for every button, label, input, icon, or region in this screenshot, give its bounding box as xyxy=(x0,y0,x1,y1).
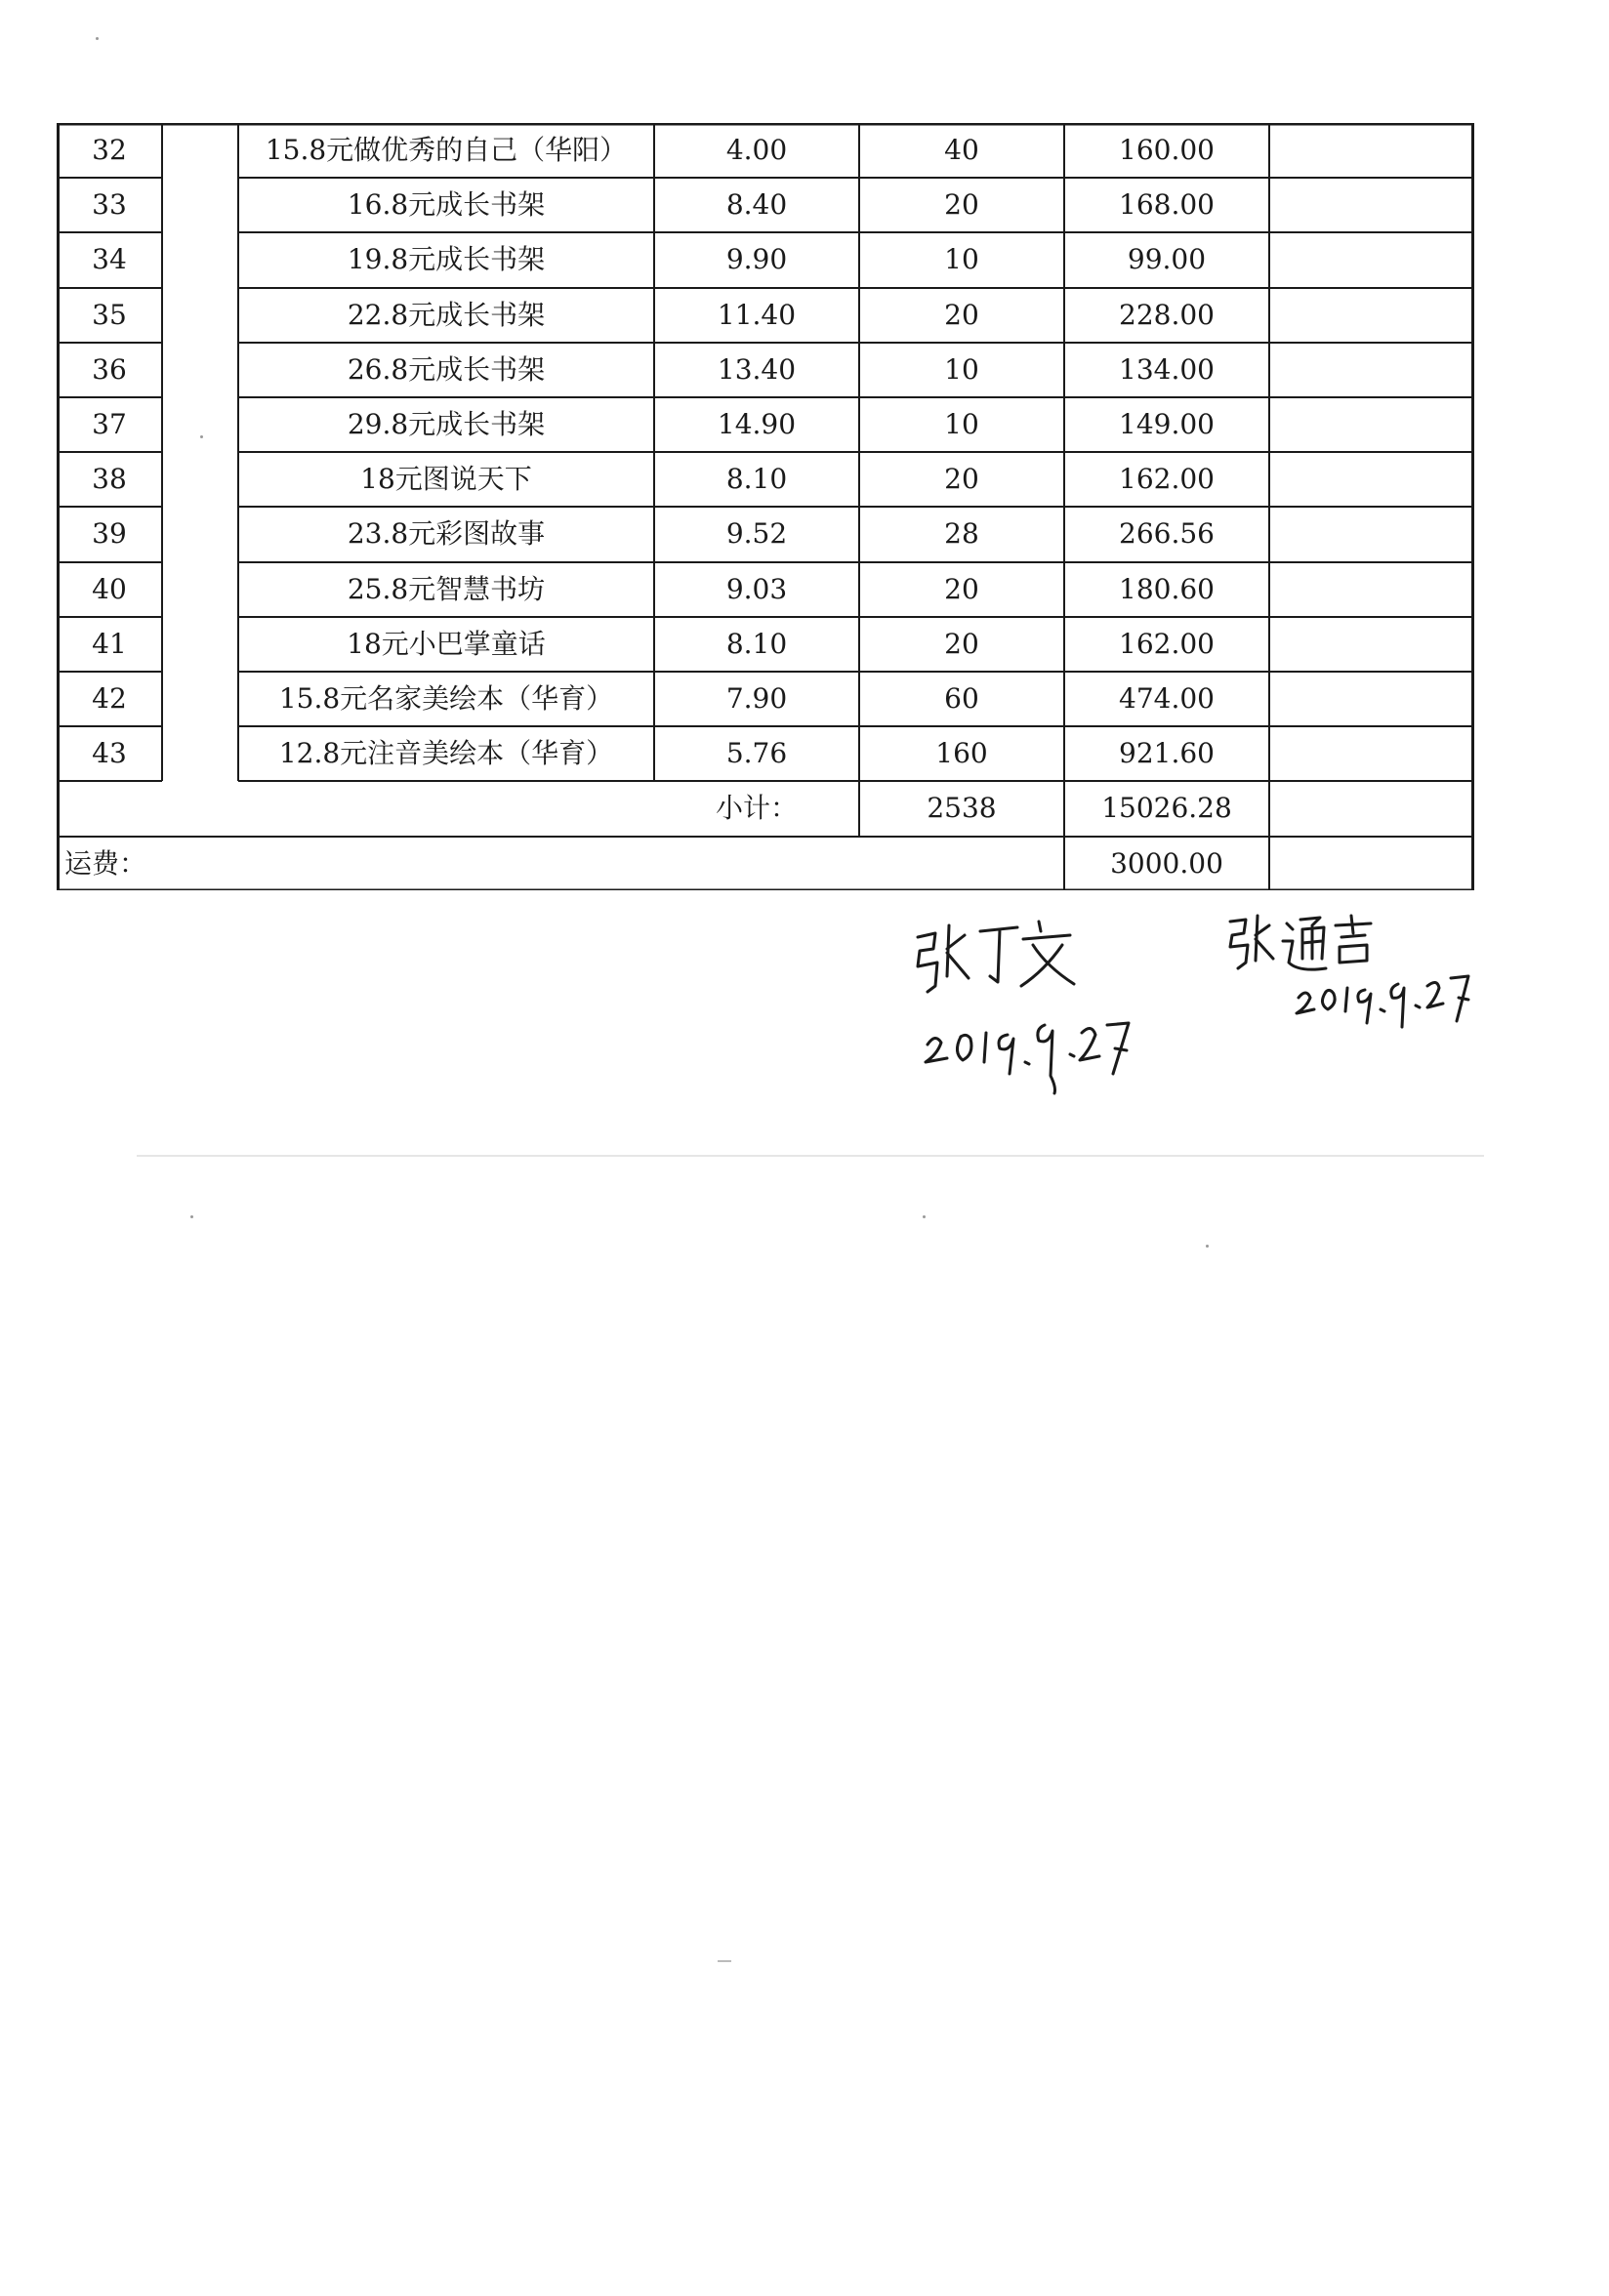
row-number: 36 xyxy=(92,353,127,386)
quantity: 160 xyxy=(935,737,988,769)
amount: 134.00 xyxy=(1119,353,1215,386)
unit-price: 5.76 xyxy=(725,737,788,769)
amount: 160.00 xyxy=(1119,134,1215,166)
scan-mark xyxy=(718,1960,731,1962)
quantity: 60 xyxy=(944,682,979,715)
book-title: 18元小巴掌童话 xyxy=(347,628,546,660)
scan-speck xyxy=(190,1215,193,1218)
book-title: 26.8元成长书架 xyxy=(347,353,546,386)
signature-zhang-dingwen xyxy=(918,922,1129,1093)
unit-price: 8.10 xyxy=(725,463,788,495)
amount: 180.60 xyxy=(1119,573,1215,605)
unit-price: 9.52 xyxy=(725,517,788,550)
scan-fold-line xyxy=(137,1155,1484,1157)
subtotal-label: 小计： xyxy=(715,792,798,824)
scan-speck xyxy=(923,1215,926,1218)
quantity: 20 xyxy=(944,463,979,495)
amount: 228.00 xyxy=(1119,299,1215,331)
row-number: 41 xyxy=(92,628,127,660)
quantity: 20 xyxy=(944,628,979,660)
quantity: 20 xyxy=(944,188,979,221)
row-number: 38 xyxy=(92,463,127,495)
book-title: 19.8元成长书架 xyxy=(347,243,546,275)
row-number: 32 xyxy=(92,134,127,166)
amount: 162.00 xyxy=(1119,463,1215,495)
subtotal-quantity: 2538 xyxy=(927,792,997,824)
subtotal-amount: 15026.28 xyxy=(1101,792,1232,824)
row-number: 33 xyxy=(92,188,127,221)
row-number: 39 xyxy=(92,517,127,550)
scan-speck xyxy=(200,435,203,438)
unit-price: 11.40 xyxy=(717,299,797,331)
amount: 99.00 xyxy=(1127,243,1207,275)
amount: 149.00 xyxy=(1119,408,1215,440)
amount: 162.00 xyxy=(1119,628,1215,660)
amount: 474.00 xyxy=(1119,682,1215,715)
book-title: 22.8元成长书架 xyxy=(347,299,546,331)
invoice-table xyxy=(57,123,1474,890)
book-title: 18元图说天下 xyxy=(360,463,532,495)
unit-price: 9.03 xyxy=(725,573,788,605)
row-number: 35 xyxy=(92,299,127,331)
book-title: 25.8元智慧书坊 xyxy=(347,573,546,605)
amount: 168.00 xyxy=(1119,188,1215,221)
scan-speck xyxy=(1206,1245,1209,1248)
book-title: 16.8元成长书架 xyxy=(347,188,546,221)
row-number: 43 xyxy=(92,737,127,769)
quantity: 28 xyxy=(944,517,979,550)
book-title: 12.8元注音美绘本（华育） xyxy=(278,737,614,769)
row-number: 37 xyxy=(92,408,127,440)
signature-zhang-tongji xyxy=(1230,916,1468,1027)
quantity: 20 xyxy=(944,299,979,331)
row-number: 42 xyxy=(92,682,127,715)
book-title: 29.8元成长书架 xyxy=(347,408,546,440)
quantity: 10 xyxy=(944,353,979,386)
amount: 266.56 xyxy=(1119,517,1215,550)
quantity: 10 xyxy=(944,408,979,440)
unit-price: 14.90 xyxy=(717,408,797,440)
freight-amount: 3000.00 xyxy=(1110,847,1223,880)
quantity: 40 xyxy=(944,134,979,166)
unit-price: 13.40 xyxy=(717,353,797,386)
scan-speck xyxy=(96,37,99,40)
unit-price: 7.90 xyxy=(725,682,788,715)
quantity: 20 xyxy=(944,573,979,605)
book-title: 15.8元名家美绘本（华育） xyxy=(278,682,614,715)
book-title: 15.8元做优秀的自己（华阳） xyxy=(265,134,628,166)
freight-label: 运费： xyxy=(64,847,147,880)
unit-price: 8.40 xyxy=(725,188,788,221)
quantity: 10 xyxy=(944,243,979,275)
row-number: 34 xyxy=(92,243,127,275)
amount: 921.60 xyxy=(1119,737,1215,769)
unit-price: 8.10 xyxy=(725,628,788,660)
unit-price: 4.00 xyxy=(725,134,788,166)
row-number: 40 xyxy=(92,573,127,605)
unit-price: 9.90 xyxy=(725,243,788,275)
signature-area xyxy=(879,908,1484,1103)
book-title: 23.8元彩图故事 xyxy=(347,517,546,550)
